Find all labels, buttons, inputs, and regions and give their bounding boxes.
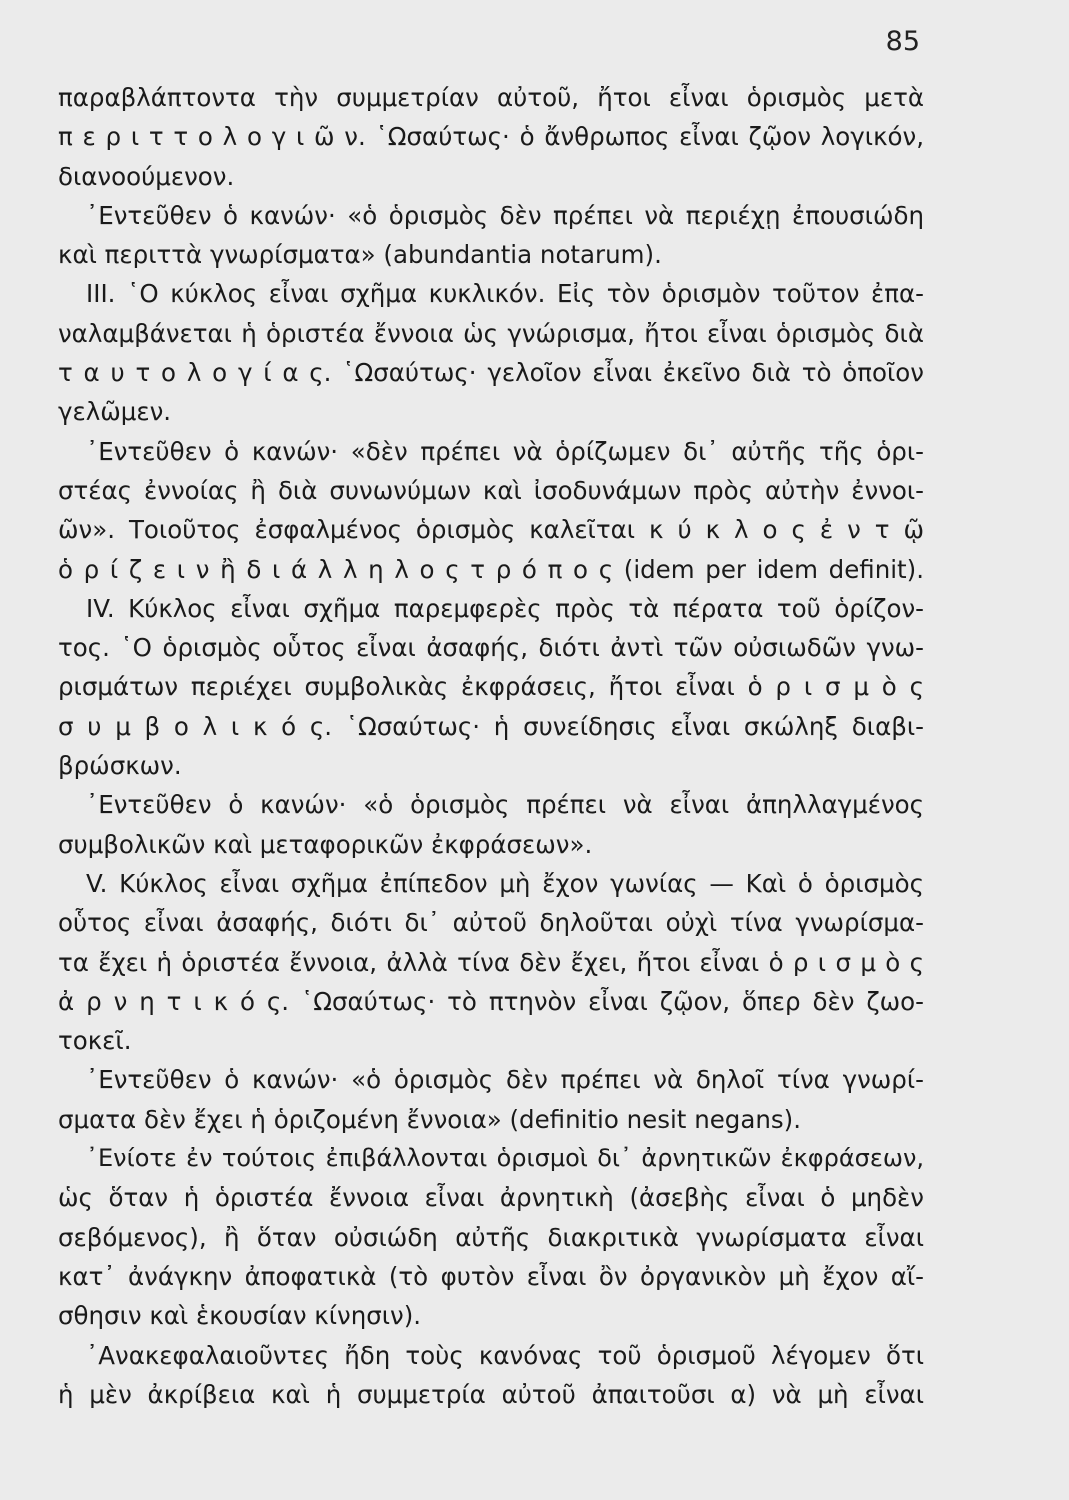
text-line: σεβόμενος), ἢ ὅταν οὐσιώδη αὐτῆς διακριτικὰ γνωρίσματα εἶναι xyxy=(58,1222,924,1252)
text-line: σ υ μ β ο λ ι κ ό ς. ῾Ωσαύτως· ἡ συνείδησις εἶναι σκώληξ διαβι- xyxy=(58,711,924,741)
text-line: κατ᾿ ἀνάγκην ἀποφατικὰ (τὸ φυτὸν εἶναι ὂν ὀργανικὸν μὴ ἔχον αἴ- xyxy=(58,1261,924,1291)
text-line: III. ῾Ο κύκλος εἶναι σχῆμα κυκλικόν. Εἰς τὸν ὁρισμὸν τοῦτον ἐπα- xyxy=(86,279,924,309)
page-number: 85 xyxy=(885,26,920,57)
text-line: ὡς ὅταν ἡ ὁριστέα ἔννοια εἶναι ἀρνητικὴ (ἀσεβὴς εἶναι ὁ μηδὲν xyxy=(58,1183,924,1213)
text-line: γελῶμεν. xyxy=(58,397,172,427)
text-line: ὁ ρ ί ζ ε ι ν ἢ δ ι ά λ λ η λ ο ς τ ρ ό π ο ς (idem per idem definit). xyxy=(58,554,924,584)
text-line: ρισμάτων περιέχει συμβολικὰς ἐκφράσεις, ἤτοι εἶναι ὁ ρ ι σ μ ὸ ς xyxy=(58,672,924,702)
text-line: τος. ῾Ο ὁρισμὸς οὗτος εἶναι ἀσαφής, διότι ἀντὶ τῶν οὐσιωδῶν γνω- xyxy=(58,633,924,663)
text-line: τα ἔχει ἡ ὁριστέα ἔννοια, ἀλλὰ τίνα δὲν ἔχει, ἤτοι εἶναι ὁ ρ ι σ μ ὸ ς xyxy=(58,947,924,977)
text-line: συμβολικῶν καὶ μεταφορικῶν ἐκφράσεων». xyxy=(58,829,593,859)
text-line: σματα δὲν ἔχει ἡ ὁριζομένη ἔννοια» (definitio nesit negans). xyxy=(58,1104,802,1134)
text-line: ᾿Εντεῦθεν ὁ κανών· «ὁ ὁρισμὸς δὲν πρέπει νὰ δηλοῖ τίνα γνωρί- xyxy=(86,1065,924,1095)
text-line: διανοούμενον. xyxy=(58,161,235,191)
text-line: ᾿Εντεῦθεν ὁ κανών· «δὲν πρέπει νὰ ὁρίζωμεν δι᾿ αὐτῆς τῆς ὁρι- xyxy=(86,436,924,466)
text-line: ναλαμβάνεται ἡ ὁριστέα ἔννοια ὡς γνώρισμα, ἤτοι εἶναι ὁρισμὸς διὰ xyxy=(58,318,924,348)
text-line: ᾿Ενίοτε ἐν τούτοις ἐπιβάλλονται ὁρισμοὶ δι᾿ ἀρνητικῶν ἐκφράσεων, xyxy=(86,1144,924,1173)
text-line: ῶν». Τοιοῦτος ἐσφαλμένος ὁρισμὸς καλεῖται κ ύ κ λ ο ς ἐ ν τ ῷ xyxy=(58,515,924,545)
text-line: οὗτος εἶναι ἀσαφής, διότι δι᾿ αὐτοῦ δηλοῦται οὐχὶ τίνα γνωρίσμα- xyxy=(58,908,924,938)
text-line: ᾿Εντεῦθεν ὁ κανών· «ὁ ὁρισμὸς πρέπει νὰ εἶναι ἀπηλλαγμένος xyxy=(86,790,924,820)
text-line: τ α υ τ ο λ ο γ ί α ς. ῾Ωσαύτως· γελοῖον εἶναι ἐκεῖνο διὰ τὸ ὁποῖον xyxy=(58,358,924,388)
text-line: παραβλάπτοντα τὴν συμμετρίαν αὐτοῦ, ἤτοι εἶναι ὁρισμὸς μετὰ xyxy=(58,83,924,112)
text-line: ᾿Εντεῦθεν ὁ κανών· «ὁ ὁρισμὸς δὲν πρέπει νὰ περιέχῃ ἐπουσιώδη xyxy=(86,200,924,230)
text-line: βρώσκων. xyxy=(58,751,182,781)
text-line: ᾿Ανακεφαλαιοῦντες ἤδη τοὺς κανόνας τοῦ ὁρισμοῦ λέγομεν ὅτι xyxy=(86,1340,924,1370)
text-line: ἡ μὲν ἀκρίβεια καὶ ἡ συμμετρία αὐτοῦ ἀπαιτοῦσι α) νὰ μὴ εἶναι xyxy=(58,1379,924,1409)
text-line: τοκεῖ. xyxy=(58,1026,132,1056)
text-line: V. Κύκλος εἶναι σχῆμα ἐπίπεδον μὴ ἔχον γωνίας — Καὶ ὁ ὁρισμὸς xyxy=(86,868,924,898)
text-line: καὶ περιττὰ γνωρίσματα» (abundantia notarum). xyxy=(58,240,662,270)
text-line: σθησιν καὶ ἑκουσίαν κίνησιν). xyxy=(58,1301,422,1331)
body-text xyxy=(58,78,924,1414)
text-line: IV. Κύκλος εἶναι σχῆμα παρεμφερὲς πρὸς τὰ πέρατα τοῦ ὁρίζον- xyxy=(86,593,924,623)
text-line: π ε ρ ι τ τ ο λ ο γ ι ῶ ν. ῾Ωσαύτως· ὁ ἄνθρωπος εἶναι ζῷον λογικόν, xyxy=(58,122,924,152)
text-line: στέας ἐννοίας ἢ διὰ συνωνύμων καὶ ἰσοδυνάμων πρὸς αὐτὴν ἐννοι- xyxy=(58,475,924,505)
text-line: ἀ ρ ν η τ ι κ ό ς. ῾Ωσαύτως· τὸ πτηνὸν εἶναι ζῷον, ὅπερ δὲν ζωο- xyxy=(58,986,924,1016)
